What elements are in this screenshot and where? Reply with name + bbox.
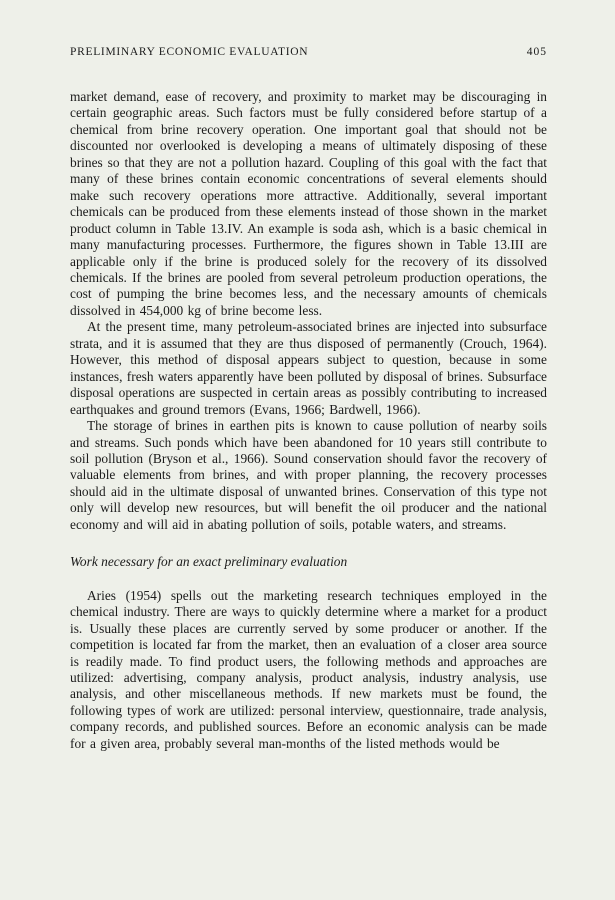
section-heading: Work necessary for an exact preliminary evaluation	[70, 554, 348, 570]
body-text	[70, 89, 547, 752]
page-content	[70, 46, 547, 752]
running-header	[70, 46, 547, 58]
running-title: PRELIMINARY ECONOMIC EVALUATION	[70, 46, 309, 58]
paragraph-continuation: market demand, ease of recovery, and proximity to market may be discouraging in certain geographic areas. Such factors must be fully considered before startup of a chemical from brine recovery operation. One important goal that should not be discounted nor overlooked is developing a means of ultimately disposing of these brines so that they are not a pollution hazard. Coupling of this goal with the fact that many of these brines contain economic concentrations of several elements should make such recovery operations more attractive. Additionally, several important chemicals can be produced from these elements instead of those shown in the market product column in Table 13.IV. An example is soda ash, which is a basic chemical in many manufacturing processes. Furthermore, the figures shown in Table 13.III are applicable only if the brine is produced solely for the recovery of its dissolved chemicals. If the brines are pooled from several petroleum production operations, the cost of pumping the brine becomes less, and the necessary amounts of chemicals dissolved in 454,000 kg of brine become less.	[70, 89, 547, 318]
page-number: 405	[526, 46, 547, 58]
paragraph: The storage of brines in earthen pits is known to cause pollution of nearby soils and streams. Such ponds which have been abandoned for 10 years still contribute to soil pollution (Bryson et al., 1966). Sound conservation should favor the recovery of valuable elements from brines, and with proper planning, the recovery processes should aid in the ultimate disposal of unwanted brines. Conservation of this type not only will develop new resources, but will benefit the oil producer and the national economy and will aid in abating pollution of soils, potable waters, and streams.	[70, 418, 547, 532]
paragraph: Aries (1954) spells out the marketing research techniques employed in the chemical industry. There are ways to quickly determine where a market for a product is. Usually these places are currently served by some producer or another. If the competition is located far from the market, then an evaluation of a closer area source is readily made. To find product users, the following methods and approaches are utilized: advertising, company analysis, product analysis, industry analysis, use analysis, and other miscellaneous methods. If new markets must be found, the following types of work are utilized: personal interview, questionnaire, trade analysis, company records, and published sources. Before an economic analysis can be made for a given area, probably several man-months of the listed methods would be	[70, 587, 547, 751]
paragraph: At the present time, many petroleum-associated brines are injected into subsurface strata, and it is assumed that they are thus disposed of permanently (Crouch, 1964). However, this method of disposal appears subject to question, because in some instances, fresh waters apparently have been polluted by disposal of brines. Subsurface disposal operations are suspected in certain areas as possibly contributing to increased earthquakes and ground tremors (Evans, 1966; Bardwell, 1966).	[70, 319, 547, 417]
